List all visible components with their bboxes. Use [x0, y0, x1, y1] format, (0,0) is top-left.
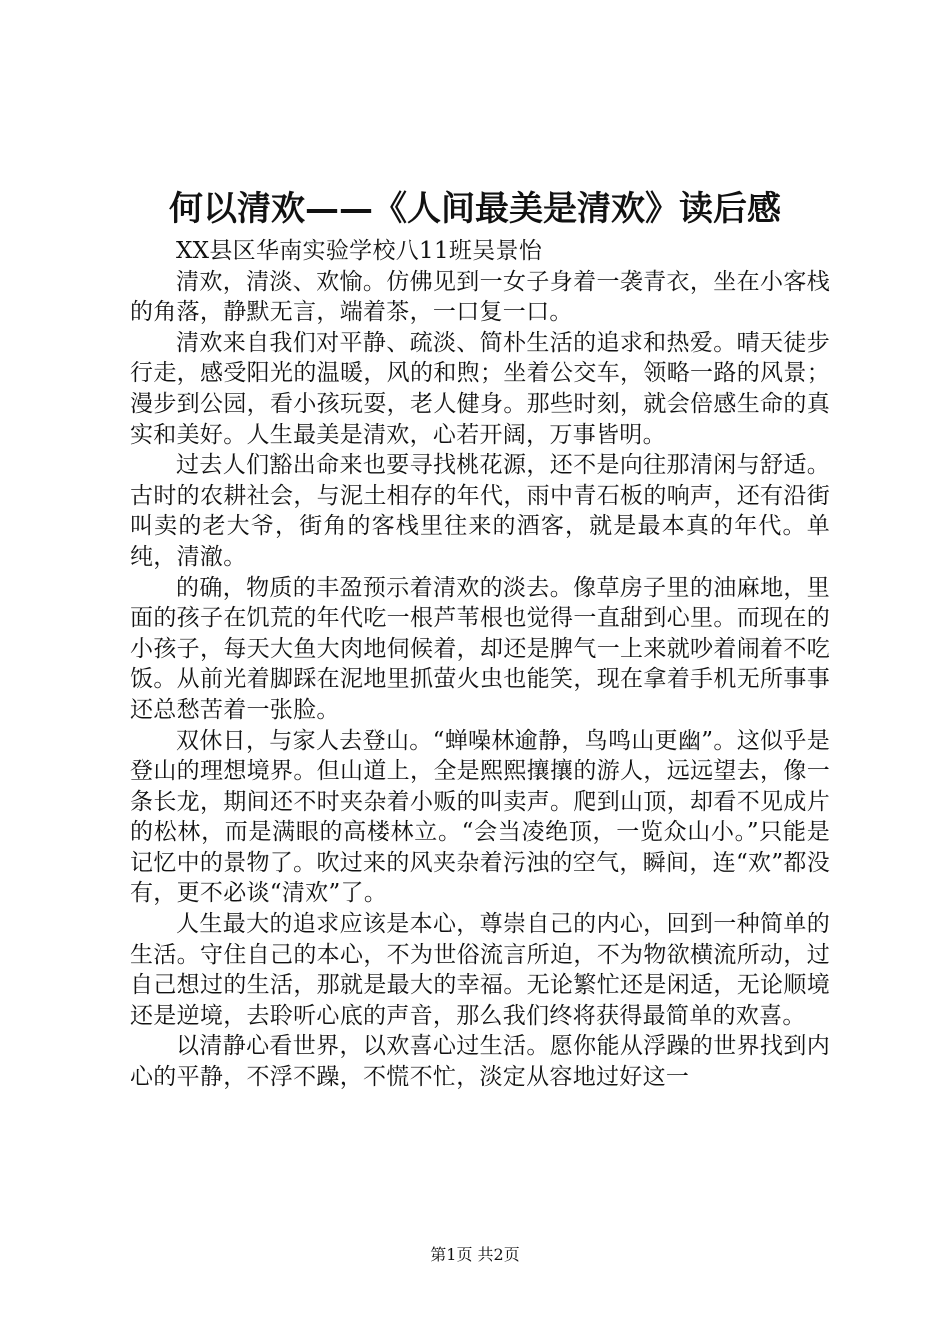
paragraph: 人生最大的追求应该是本心，尊崇自己的内心，回到一种简单的生活。守住自己的本心，不为世俗流言所迫，不为物欲横流所动，过自己想过的生活，那就是最大的幸福。无论繁忙还是闲适，无论顺境还是逆境，去聆听心底的声音，那么我们终将获得最简单的欢喜。 — [130, 911, 830, 1029]
paragraph: 的确，物质的丰盈预示着清欢的淡去。像草房子里的油麻地，里面的孩子在饥荒的年代吃一根芦苇根也觉得一直甜到心里。而现在的小孩子，每天大鱼大肉地伺候着，却还是脾气一上来就吵着闹着不吃饭。从前光着脚踩在泥地里抓萤火虫也能笑，现在拿着手机无所事事还总愁苦着一张脸。 — [130, 574, 830, 723]
paragraph: 清欢来自我们对平静、疏淡、简朴生活的追求和热爱。晴天徒步行走，感受阳光的温暖，风的和煦；坐着公交车，领略一路的风景；漫步到公园，看小孩玩耍，老人健身。那些时刻，就会倍感生命的真实和美好。人生最美是清欢，心若开阔，万事皆明。 — [130, 329, 830, 448]
page-footer: 第1页 共2页 — [430, 1245, 520, 1264]
document-body — [130, 236, 830, 1093]
paragraph: 过去人们豁出命来也要寻找桃花源，还不是向往那清闲与舒适。古时的农耕社会，与泥土相存的年代，雨中青石板的响声，还有沿街叫卖的老大爷，街角的客栈里往来的酒客，就是最本真的年代。单纯，清澈。 — [130, 452, 830, 570]
paragraph: 双休日，与家人去登山。“蝉噪林逾静，鸟鸣山更幽”。这似乎是登山的理想境界。但山道上，全是熙熙攘攘的游人，远远望去，像一条长龙，期间还不时夹杂着小贩的叫卖声。爬到山顶，却看不见成片的松林，而是满眼的高楼林立。“会当凌绝顶，一览众山小。”只能是记忆中的景物了。吹过来的风夹杂着污浊的空气，瞬间，连“欢”都没有，更不必谈“清欢”了。 — [130, 727, 830, 907]
paragraph: 清欢，清淡、欢愉。仿佛见到一女子身着一袭青衣，坐在小客栈的角落，静默无言，端着茶，一口复一口。 — [130, 268, 830, 326]
paragraph: 以清静心看世界，以欢喜心过生活。愿你能从浮躁的世界找到内心的平静，不浮不躁，不慌不忙，淡定从容地过好这一 — [130, 1033, 830, 1091]
author-line: XX县区华南实验学校八11班吴景怡 — [176, 238, 543, 264]
document-title: 何以清欢——《人间最美是清欢》读后感 — [169, 189, 781, 229]
